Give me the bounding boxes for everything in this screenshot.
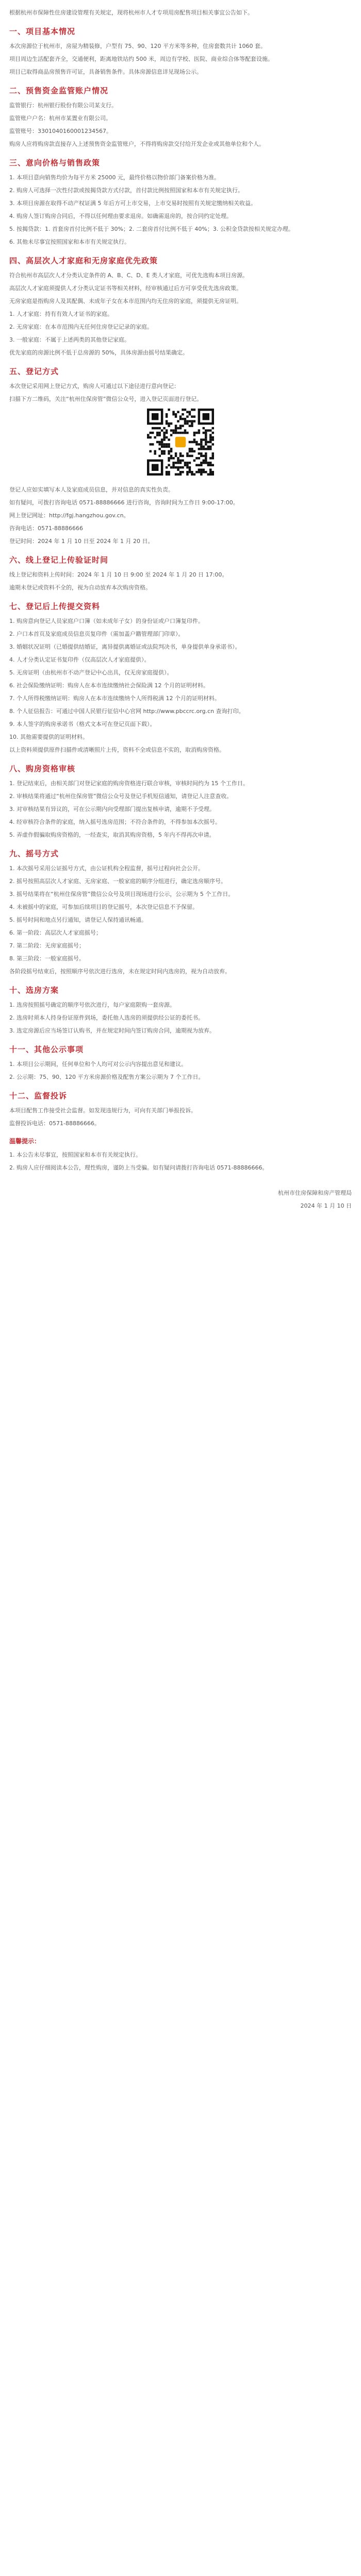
s4-line: 2. 无房家庭：在本市范围内无任何住房登记记录的家庭。 [9, 324, 153, 330]
s5-line: 扫描下方二维码，关注“杭州住保房管”微信公众号，进入登记页面进行登记。 [9, 396, 203, 402]
s3-line: 6. 其他未尽事宜按照国家和本市有关规定执行。 [9, 239, 130, 245]
s8-line: 4. 经审核符合条件的家庭，纳入摇号选房范围；不符合条件的，不得参加本次摇号。 [9, 819, 221, 825]
s10-line: 3. 选定房源后应当场签订认购书，并在规定时间内签订购房合同，逾期视为放弃。 [9, 1027, 215, 1034]
section-title-2: 二、预售资金监管账户情况 [9, 86, 109, 95]
qr-logo-icon [175, 437, 186, 448]
s1-line: 项目周边生活配套齐全，交通便利，距离地铁站约 500 米，周边有学校、医院、商业综合体等配套设施。 [9, 56, 273, 62]
s7-line: 10. 其他需要提供的证明材料。 [9, 734, 88, 740]
section-title-11: 十一、其他公示事项 [9, 1045, 84, 1054]
qr-code[interactable] [147, 409, 214, 476]
s7-line: 5. 无房证明（由杭州市不动产登记中心出具，仅无房家庭提供）。 [9, 669, 173, 676]
s4-line: 高层次人才家庭须提供人才分类认定证书等相关材料，经审核通过后方可享受优先选房政策。 [9, 285, 242, 292]
section-title-6: 六、线上登记上传验证时间 [9, 555, 109, 565]
s4-line: 优先家庭的房源比例不低于总房源的 50%，具体房源由摇号结果确定。 [9, 349, 188, 356]
s10-line: 2. 选房时须本人持身份证原件到场，委托他人选房的须提供经公证的委托书。 [9, 1014, 204, 1021]
s12-line: 本项目配售工作接受社会监督。如发现违规行为，可向有关部门举报投诉。 [9, 1107, 196, 1114]
s9-line: 6. 第一阶段：高层次人才家庭摇号； [9, 929, 102, 936]
s2-line: 购房人应将购房款直接存入上述预售资金监管账户，不得将购房款交付给开发企业或其他单位和个人。 [9, 141, 265, 147]
s3-line: 4. 购房人签订购房合同后，不得以任何理由要求退房。如确需退房的，按合同约定处理。 [9, 213, 232, 219]
intro-paragraph: 根据杭州市保障性住房建设管理有关规定，现将杭州市人才专项用房配售项目相关事宜公告如下。 [9, 9, 253, 16]
s9-line: 5. 摇号时间和地点另行通知，请登记人保持通讯畅通。 [9, 917, 147, 923]
s9-line: 1. 本次摇号采用公证摇号方式，由公证机构全程监督，摇号过程向社会公开。 [9, 865, 204, 872]
s8-line: 5. 弄虚作假骗取购房资格的，一经查实，取消其购房资格，5 年内不得再次申请。 [9, 832, 215, 838]
s12-line: 监督投诉电话：0571-88886666。 [9, 1120, 100, 1127]
s1-line: 项目已取得商品房预售许可证，具备销售条件。具体房源信息详见现场公示。 [9, 69, 202, 75]
s1-line: 本次房源位于杭州市，房屋为精装修，户型有 75、90、120 平方米等多种，住房套数共计 1060 套。 [9, 43, 266, 49]
s8-line: 1. 登记结束后，由相关部门对登记家庭的购房资格进行联合审核，审核时间约为 15 个工作日。 [9, 780, 249, 787]
s5-after-line: 网上登记网址：http://fgj.hangzhou.gov.cn。 [9, 512, 129, 519]
notice-title: 温馨提示： [9, 1138, 41, 1145]
s2-line: 监管账号：3301040160001234567。 [9, 128, 112, 134]
s9-line: 3. 摇号结果将在“杭州住保房管”微信公众号及项目现场进行公示，公示期为 5 个工作日。 [9, 891, 234, 897]
qr-code-block [9, 409, 352, 480]
s4-line: 3. 一般家庭：不属于上述两类的其他登记家庭。 [9, 336, 130, 343]
s5-after-line: 如有疑问，可拨打咨询电话 0571-88886666 进行咨询，咨询时间为工作日 9:00-17:00。 [9, 499, 239, 506]
s6-line: 逾期未登记或资料不全的，视为自动放弃本次购房资格。 [9, 584, 151, 591]
s3-line: 5. 按揭贷款：1. 首套房首付比例不低于 30%；2. 二套房首付比例不低于 40%；3. 公积金贷款按相关规定办理。 [9, 226, 294, 232]
notice-line: 1. 本公告未尽事宜，按照国家和本市有关规定执行。 [9, 1151, 141, 1158]
s5-line: 本次登记采用网上登记方式，购房人可通过以下途径进行意向登记： [9, 383, 179, 389]
s7-line: 1. 购房意向登记人员家庭户口簿（如未成年子女）的身份证或户口簿复印件。 [9, 618, 204, 624]
s7-line: 7. 个人所得税缴纳证明：购房人在本市连续缴纳个人所得税满 12 个月的证明材料。 [9, 695, 220, 702]
s7-line: 2. 户口本首页及家庭成员信息页复印件（需加盖户籍管理部门印章）。 [9, 631, 184, 637]
s4-line: 无房家庭是指购房人及其配偶、未成年子女在本市范围内均无住房的家庭，须提供无房证明。 [9, 298, 242, 304]
section-title-8: 八、购房资格审核 [9, 764, 76, 773]
section-title-9: 九、摇号方式 [9, 849, 59, 858]
s7-line: 4. 人才分类认定证书复印件（仅高层次人才家庭提供）。 [9, 656, 150, 663]
s4-line: 符合杭州市高层次人才分类认定条件的 A、B、C、D、E 类人才家庭，可优先选购本项目房源。 [9, 272, 249, 279]
s10-line: 1. 选房按照摇号确定的顺序号依次进行，每户家庭限购一套房源。 [9, 1002, 175, 1008]
notice-line: 2. 购房人应仔细阅读本公告，理性购房，谨防上当受骗。如有疑问请拨打咨询电话 0571-88886666。 [9, 1164, 268, 1171]
section-title-1: 一、项目基本情况 [9, 27, 76, 36]
s6-line: 线上登记和资料上传时间：2024 年 1 月 10 日 9:00 至 2024 年 1 月 20 日 17:00。 [9, 571, 228, 578]
s3-line: 1. 本项目意向销售均价为每平方米 25000 元，最终价格以物价部门备案价格为准。 [9, 174, 220, 181]
s2-line: 监管银行：杭州银行股份有限公司某支行。 [9, 102, 117, 109]
section-title-12: 十二、监督投诉 [9, 1091, 68, 1100]
s7-line: 3. 婚姻状况证明（已婚提供结婚证，离异提供离婚证或法院判决书，单身提供单身承诺书）。 [9, 643, 241, 650]
s7-line: 以上资料须提供原件扫描件或清晰照片上传，资料不全或信息不实的，取消购房资格。 [9, 747, 225, 753]
s9-line: 4. 未被摇中的家庭，可参加后续项目的登记摇号，本次登记信息不予保留。 [9, 904, 198, 910]
s7-line: 8. 个人征信报告：可通过中国人民银行征信中心官网 http://www.pbccrc.org.cn 查询打印。 [9, 708, 244, 715]
s3-line: 2. 购房人可选择一次性付款或按揭贷款方式付款，首付款比例按照国家和本市有关规定执行。 [9, 187, 243, 194]
section-title-3: 三、意向价格与销售政策 [9, 158, 101, 167]
s9-line: 各阶段摇号结束后，按照顺序号依次进行选房，未在规定时间内选房的，视为自动放弃。 [9, 968, 231, 975]
s7-line: 9. 本人签字的购房承诺书（格式文本可在登记页面下载）。 [9, 721, 156, 727]
section-title-4: 四、高层次人才家庭和无房家庭优先政策 [9, 256, 158, 265]
s2-line: 监管账户户名：杭州市某置业有限公司。 [9, 115, 111, 122]
s9-line: 8. 第三阶段：一般家庭摇号。 [9, 955, 85, 962]
s7-line: 6. 社会保险缴纳证明：购房人在本市连续缴纳社会保险满 12 个月的证明材料。 [9, 682, 209, 689]
signature-org: 杭州市住房保障和房产管理局 [278, 1190, 352, 1196]
qr-code-graphic [147, 409, 214, 476]
s5-after-line: 登记时间：2024 年 1 月 10 日至 2024 年 1 月 20 日。 [9, 538, 154, 545]
section-title-5: 五、登记方式 [9, 367, 59, 376]
s5-after-line: 咨询电话：0571-88886666 [9, 525, 83, 532]
s3-line: 3. 本项目房源在取得不动产权证满 5 年后方可上市交易，上市交易时按照有关规定缴纳相关收益。 [9, 200, 256, 207]
section-title-10: 十、选房方案 [9, 986, 59, 995]
s8-line: 3. 对审核结果有异议的，可在公示期内向受理部门提出复核申请，逾期不予受理。 [9, 806, 215, 812]
s9-line: 7. 第二阶段：无房家庭摇号； [9, 942, 85, 949]
s4-line: 1. 人才家庭：持有有效人才证书的家庭。 [9, 311, 113, 317]
s9-line: 2. 摇号按照高层次人才家庭、无房家庭、一般家庭的顺序分组进行，确定选房顺序号。 [9, 878, 226, 885]
s11-line: 2. 公示期：75、90、120 平方米房源价格及配售方案公示期为 7 个工作日。 [9, 1074, 204, 1080]
section-title-7: 七、登记后上传提交资料 [9, 602, 101, 611]
s11-line: 1. 本项目公示期间，任何单位和个人均可对公示内容提出意见和建议。 [9, 1061, 187, 1067]
signature-date: 2024 年 1 月 10 日 [300, 1202, 352, 1209]
s8-line: 2. 审核结果将通过“杭州住保房管”微信公众号及登记手机短信通知，请登记人注意查收。 [9, 793, 233, 800]
s5-after-line: 登记人应如实填写本人及家庭成员信息，并对信息的真实性负责。 [9, 486, 174, 493]
